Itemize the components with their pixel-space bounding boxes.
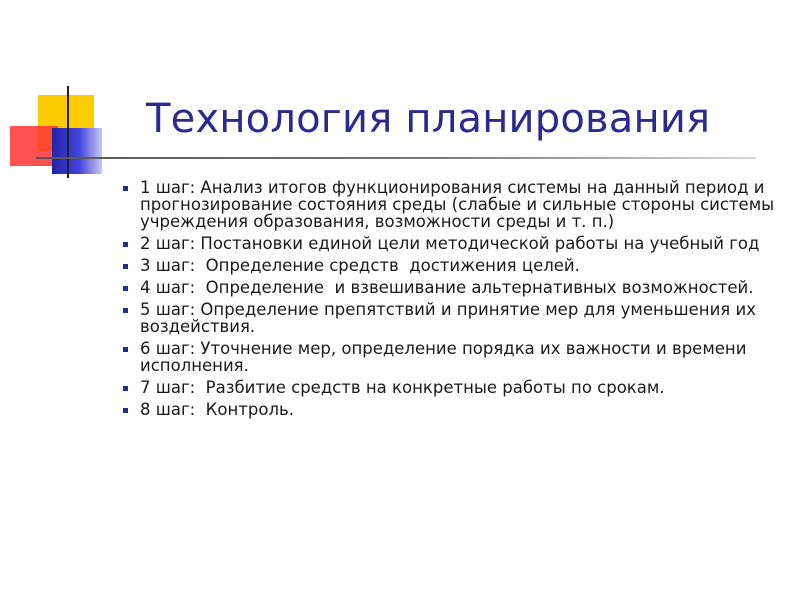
step-item-2 bbox=[140, 235, 780, 252]
title-underline bbox=[36, 157, 756, 159]
step-text: 7 шаг: Разбитие средств на конкретные работы по срокам. bbox=[140, 378, 665, 397]
square-bullet-icon bbox=[123, 286, 128, 291]
square-bullet-icon bbox=[123, 264, 128, 269]
step-item-3 bbox=[140, 257, 780, 274]
square-bullet-icon bbox=[123, 386, 128, 391]
step-item-6 bbox=[140, 340, 780, 374]
steps-list bbox=[140, 179, 780, 423]
logo-vertical-line bbox=[67, 86, 69, 178]
slide-title: Технология планирования bbox=[146, 96, 711, 142]
step-text: 3 шаг: Определение средств достижения целей. bbox=[140, 256, 580, 275]
step-item-5 bbox=[140, 301, 780, 335]
step-text: 2 шаг: Постановки единой цели методической работы на учебный год bbox=[140, 234, 760, 253]
step-item-8 bbox=[140, 401, 780, 418]
step-text: 6 шаг: Уточнение мер, определение порядка их важности и времени исполнения. bbox=[140, 339, 752, 375]
step-text: 4 шаг: Определение и взвешивание альтернативных возможностей. bbox=[140, 278, 754, 297]
square-bullet-icon bbox=[123, 408, 128, 413]
logo-blue-square bbox=[52, 128, 102, 174]
square-bullet-icon bbox=[123, 242, 128, 247]
step-text: 1 шаг: Анализ итогов функционирования системы на данный период и прогнозирование состояния среды (слабые и сильные стороны системы учреждения образования, возможности среды и т. п.) bbox=[140, 178, 780, 231]
square-bullet-icon bbox=[123, 186, 128, 191]
step-text: 5 шаг: Определение препятствий и принятие мер для уменьшения их воздействия. bbox=[140, 300, 762, 336]
step-item-1 bbox=[140, 179, 780, 230]
logo-red-square bbox=[10, 126, 58, 166]
square-bullet-icon bbox=[123, 308, 128, 313]
step-text: 8 шаг: Контроль. bbox=[140, 400, 294, 419]
step-item-7 bbox=[140, 379, 780, 396]
step-item-4 bbox=[140, 279, 780, 296]
square-bullet-icon bbox=[123, 347, 128, 352]
